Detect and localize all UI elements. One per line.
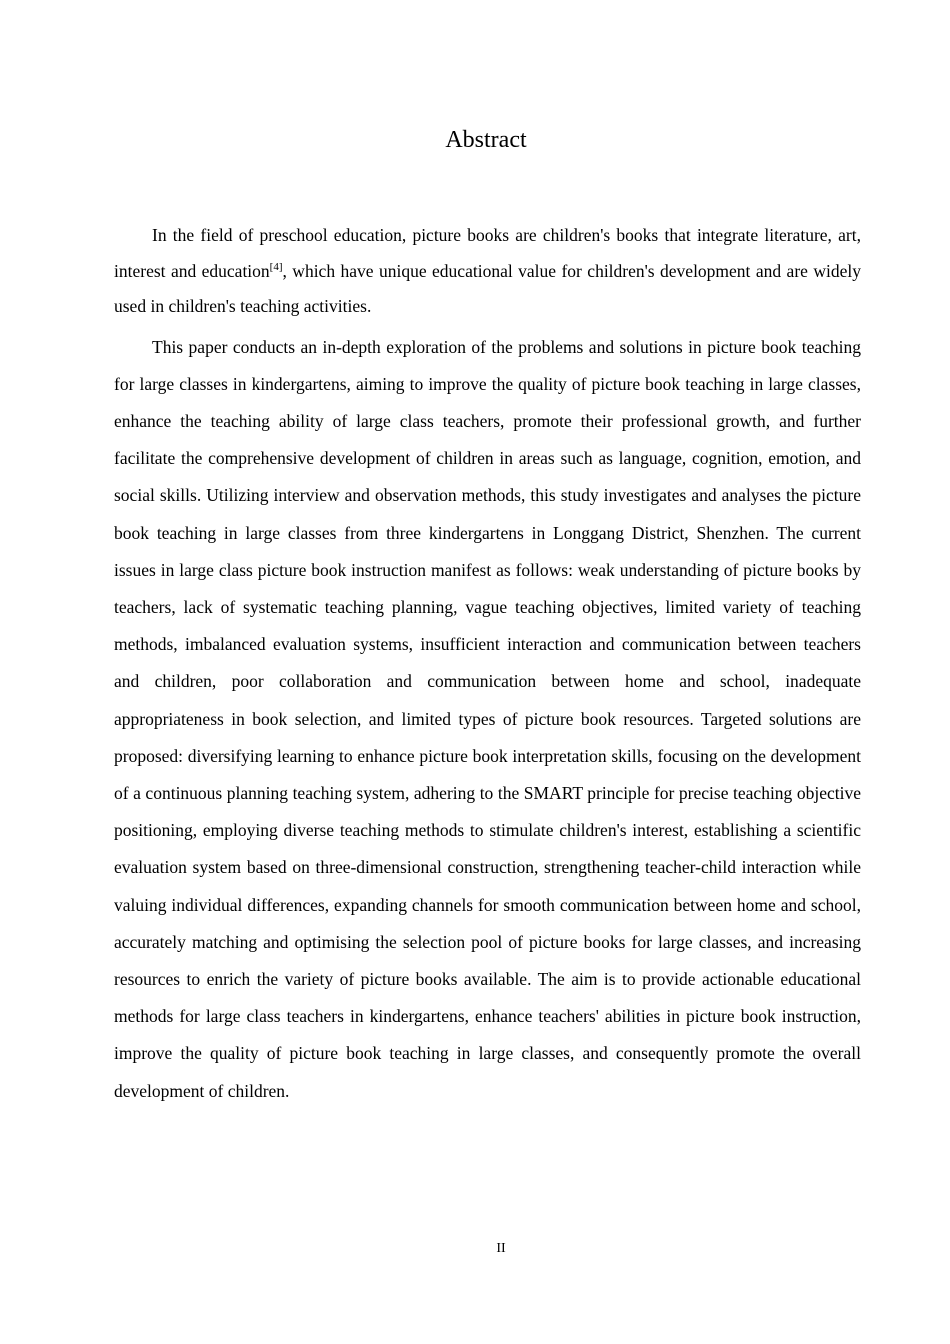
page-title: Abstract [445,127,527,153]
abstract-body [114,218,861,1110]
page-number: II [496,1241,506,1256]
citation-reference: [4] [269,260,283,273]
paragraph-1-text-end: , which have unique educational value for children's development and are widely used in children's teaching activities. [114,260,861,316]
paragraph-1-text-start: In the field of preschool education, picture books are children's books that integrate literature, art, interest and education [114,225,861,281]
abstract-paragraph-1 [114,218,861,325]
abstract-paragraph-2: This paper conducts an in-depth exploration of the problems and solutions in picture book teaching for large classes in kindergartens, aiming to improve the quality of picture book teaching in large classes, enhance the teaching ability of large class teachers, promote their professional growth, and further facilitate the comprehensive development of children in areas such as language, cognition, emotion, and social skills. Utilizing interview and observation methods, this study investigates and analyses the picture book teaching in large classes from three kindergartens in Longgang District, Shenzhen. The current issues in large class picture book instruction manifest as follows: weak understanding of picture books by teachers, lack of systematic teaching planning, vague teaching objectives, limited variety of teaching methods, imbalanced evaluation systems, insufficient interaction and communication between teachers and children, poor collaboration and communication between home and school, inadequate appropriateness in book selection, and limited types of picture book resources. Targeted solutions are proposed: diversifying learning to enhance picture book interpretation skills, focusing on the development of a continuous planning teaching system, adhering to the SMART principle for precise teaching objective positioning, employing diverse teaching methods to stimulate children's interest, establishing a scientific evaluation system based on three-dimensional construction, strengthening teacher-child interaction while valuing individual differences, expanding channels for smooth communication between home and school, accurately matching and optimising the selection pool of picture books for large classes, and increasing resources to enrich the variety of picture books available. The aim is to provide actionable educational methods for large class teachers in kindergartens, enhance teachers' abilities in picture book instruction, improve the quality of picture book teaching in large classes, and consequently promote the overall development of children. [114,336,861,1101]
